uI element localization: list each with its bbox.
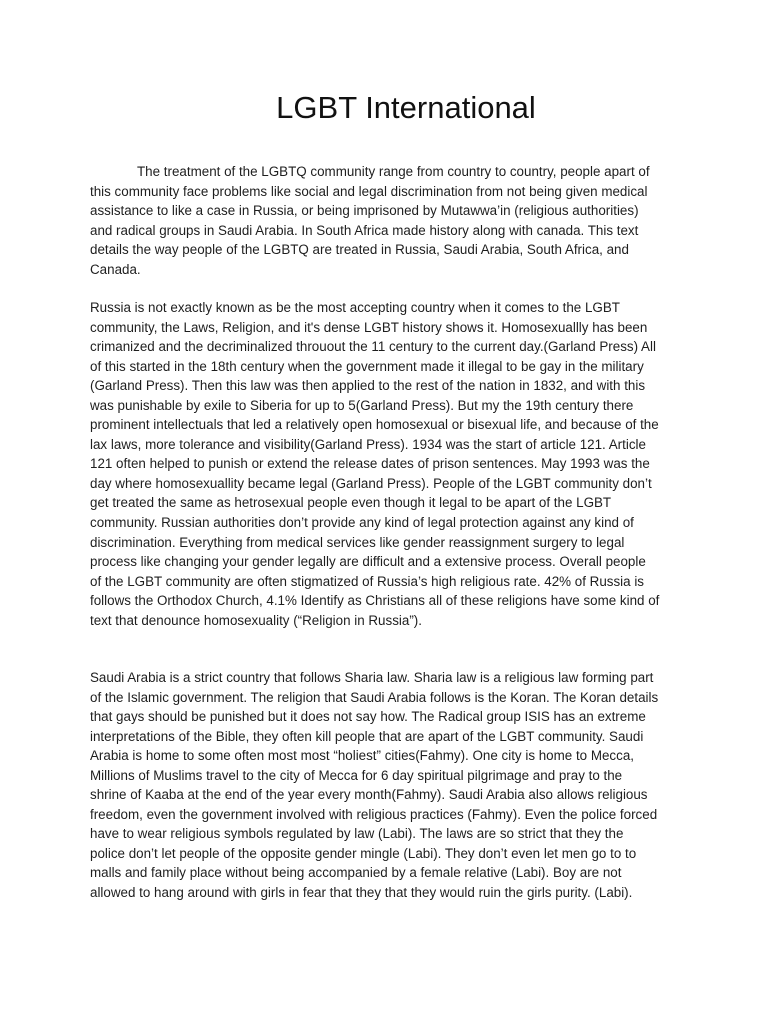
paragraph-line: community. Russian authorities don’t provide any kind of legal protection against any kind of xyxy=(90,515,634,531)
paragraph-line: this community face problems like social and legal discrimination from not being given medical xyxy=(90,183,648,199)
paragraph-line: lax laws, more tolerance and visibility(Garland Press). 1934 was the start of article 121. Article xyxy=(90,436,646,452)
paragraph-line: get treated the same as hetrosexual people even though it legal to be apart of the LGBT xyxy=(90,495,612,511)
paragraph-line: allowed to hang around with girls in fear that they that they would ruin the girls purity. (Labi). xyxy=(90,885,633,901)
paragraph-line: assistance to like a case in Russia, or being imprisoned by Mutawwa’in (religious authorities) xyxy=(90,203,639,219)
paragraph-line: freedom, even the government involved with religious practices (Fahmy). Even the police forced xyxy=(90,806,658,822)
paragraph-line: (Garland Press). Then this law was then applied to the rest of the nation in 1832, and with this xyxy=(90,378,646,394)
paragraph-line: The treatment of the LGBTQ community range from country to country, people apart of xyxy=(137,164,650,179)
paragraph-line: of the LGBT community are often stigmatized of Russia’s high religious rate. 42% of Russia is xyxy=(90,573,644,589)
paragraph-line: Canada. xyxy=(90,261,141,277)
paragraph-line: Saudi Arabia is a strict country that follows Sharia law. Sharia law is a religious law forming part xyxy=(90,670,654,685)
paragraph-line: that gays should be punished but it does not say how. The Radical group ISIS has an extreme xyxy=(90,709,646,725)
paragraph-line: text that denounce homosexuality (“Religion in Russia”). xyxy=(90,612,422,628)
paragraph-line: prominent intellectuals that led a relatively open homosexual or bisexual life, and because of the xyxy=(90,417,659,433)
paragraph-line: process like changing your gender legally are difficult and a extensive process. Overall people xyxy=(90,554,646,570)
paragraph-line: Arabia is home to some often most most “holiest” cities(Fahmy). One city is home to Mecca, xyxy=(90,748,634,764)
paragraph-russia xyxy=(90,298,690,630)
document-title: LGBT International xyxy=(276,90,536,125)
paragraph-line: was punishable by exile to Siberia for up to 5(Garland Press). But my the 19th century there xyxy=(90,397,634,413)
paragraph-line: shrine of Kaaba at the end of the year every month(Fahmy). Saudi Arabia also allows religious xyxy=(90,787,648,803)
paragraph-line: of the Islamic government. The religion that Saudi Arabia follows is the Koran. The Koran details xyxy=(90,689,659,705)
paragraph-line: details the way people of the LGBTQ are treated in Russia, Saudi Arabia, South Africa, and xyxy=(90,242,629,258)
paragraph-line: Russia is not exactly known as be the most accepting country when it comes to the LGBT xyxy=(90,300,620,315)
paragraph-line: discrimination. Everything from medical services like gender reassignment surgery to legal xyxy=(90,534,625,550)
paragraph-line: follows the Orthodox Church, 4.1% Identify as Christians all of these religions have some kind of xyxy=(90,593,660,609)
paragraph-line: and radical groups in Saudi Arabia. In South Africa made history along with canada. This text xyxy=(90,222,639,238)
paragraph-line: interpretations of the Bible, they often kill people that are apart of the LGBT community. Saudi xyxy=(90,728,644,744)
paragraph-line: community, the Laws, Religion, and it's dense LGBT history shows it. Homosexuallly has been xyxy=(90,319,648,335)
paragraph-line: have to wear religious symbols regulated by law (Labi). The laws are so strict that they the xyxy=(90,826,624,842)
paragraph-line: police don’t let people of the opposite gender mingle (Labi). They don’t even let men go to to xyxy=(90,845,637,861)
paragraph-line: day where homosexuallity became legal (Garland Press). People of the LGBT community don’t xyxy=(90,475,652,491)
paragraph-line: crimanized and the decriminalized throuout the 11 century to the current day.(Garland Press) All xyxy=(90,339,656,355)
paragraph-line: of this started in the 18th century when the government made it illegal to be gay in the military xyxy=(90,358,644,374)
paragraph-line: Millions of Muslims travel to the city of Mecca for 6 day spiritual pilgrimage and pray to the xyxy=(90,767,623,783)
paragraph-introduction xyxy=(90,162,690,279)
paragraph-saudi-arabia xyxy=(90,668,690,903)
paragraph-line: 121 often helped to punish or extend the release dates of prison sentences. May 1993 was the xyxy=(90,456,650,472)
paragraph-line: malls and family place without being accompanied by a female relative (Labi). Boy are not xyxy=(90,865,622,881)
